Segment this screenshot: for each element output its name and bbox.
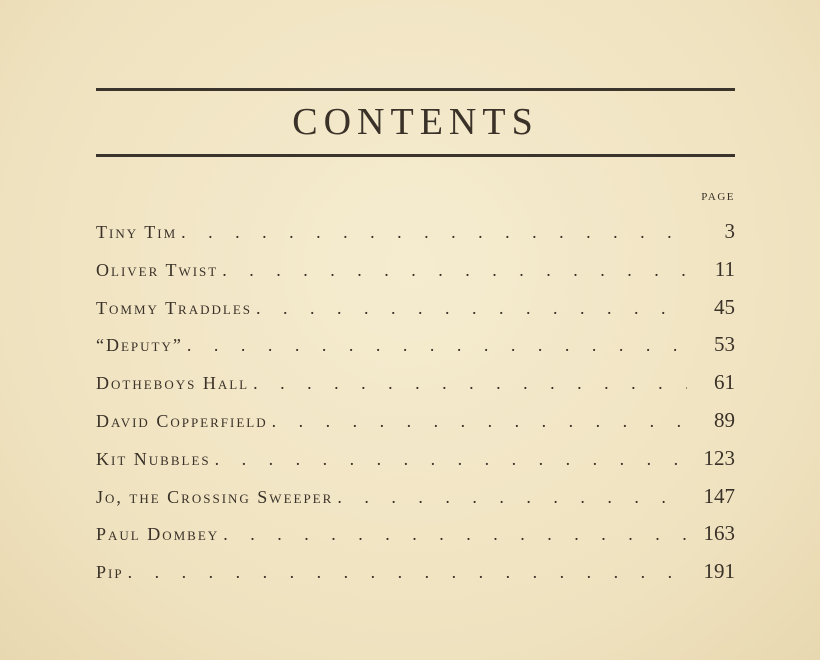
- toc-entry-title: Pip: [96, 562, 124, 583]
- toc-entry-page: 3: [724, 219, 735, 243]
- toc-entry[interactable]: [96, 478, 735, 516]
- toc-entry[interactable]: [96, 213, 735, 251]
- dot-leader: [215, 441, 687, 479]
- toc-entry-title: Paul Dombey: [96, 524, 220, 545]
- toc-entry[interactable]: [96, 326, 735, 364]
- dot-leader: [256, 290, 687, 328]
- contents-page: [96, 88, 735, 591]
- toc-entry[interactable]: [96, 553, 735, 591]
- toc-entry[interactable]: [96, 289, 735, 327]
- dot-leader: [253, 365, 687, 403]
- bottom-rule: [96, 154, 735, 157]
- toc-entry-page: 163: [703, 521, 735, 546]
- dot-leader: [128, 554, 687, 592]
- toc-entry[interactable]: [96, 515, 735, 553]
- contents-list: [96, 213, 735, 591]
- toc-entry-page: 123: [703, 445, 735, 470]
- toc-entry[interactable]: [96, 364, 735, 402]
- toc-entry-page: 53: [714, 332, 735, 357]
- toc-entry-page: 11: [714, 256, 735, 281]
- toc-entry-title: Tiny Tim: [96, 222, 178, 242]
- toc-entry-title: Oliver Twist: [96, 259, 219, 280]
- dot-leader: [272, 403, 687, 441]
- contents-heading: CONTENTS: [292, 101, 539, 143]
- toc-entry-page: 191: [703, 559, 735, 584]
- toc-entry-page: 45: [714, 294, 735, 319]
- toc-entry-title: Jo, the Crossing Sweeper: [96, 486, 334, 507]
- toc-entry-title: David Copperfield: [96, 410, 268, 431]
- toc-entry[interactable]: [96, 440, 735, 478]
- toc-entry-title: “Deputy”: [96, 335, 183, 356]
- toc-entry-page: 61: [714, 370, 735, 395]
- dot-leader: [222, 252, 687, 290]
- toc-entry-title: Tommy Traddles: [96, 297, 253, 318]
- toc-entry-title: Kit Nubbles: [96, 448, 211, 469]
- toc-entry[interactable]: [96, 402, 735, 440]
- toc-entry-page: 89: [714, 407, 735, 432]
- page-column-label: PAGE: [701, 191, 735, 203]
- top-rule: [96, 88, 735, 91]
- toc-entry-page: 147: [703, 483, 735, 508]
- dot-leader: [187, 327, 687, 365]
- dot-leader: [223, 516, 687, 554]
- dot-leader: [181, 214, 687, 252]
- toc-entry[interactable]: [96, 251, 735, 289]
- toc-entry-title: Dotheboys Hall: [96, 373, 250, 394]
- dot-leader: [337, 479, 687, 517]
